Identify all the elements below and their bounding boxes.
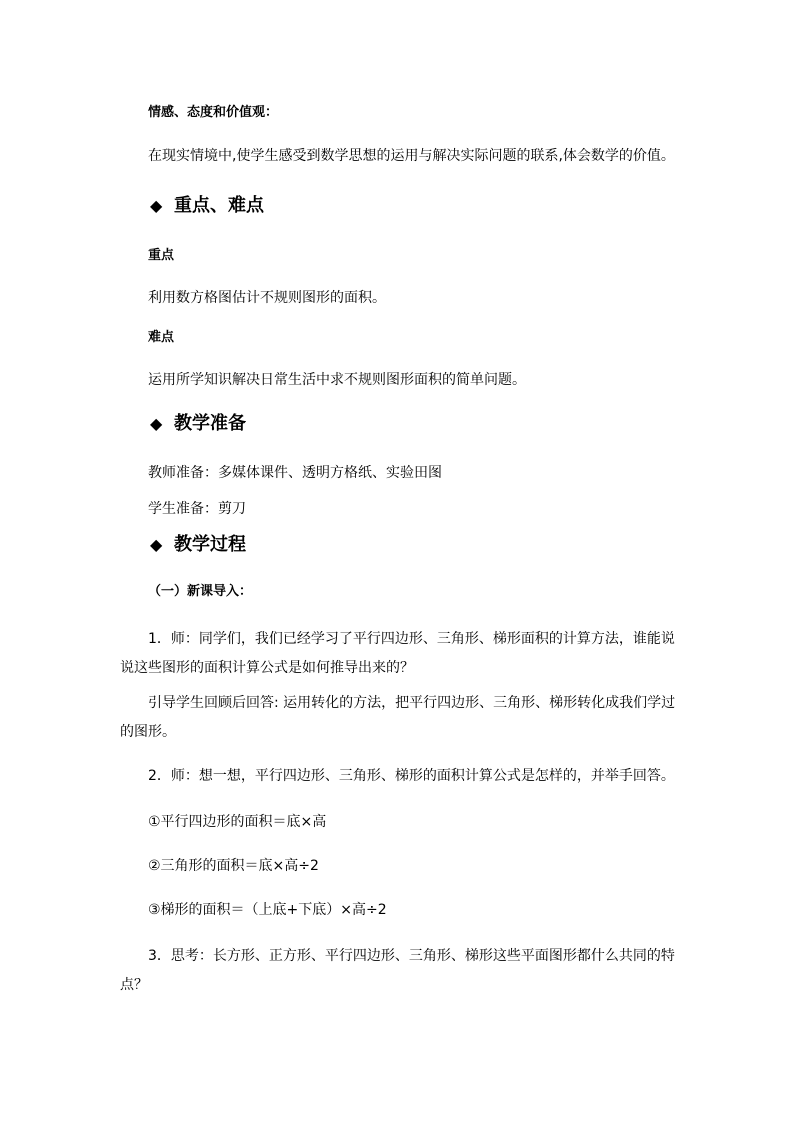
formula-2: ②三角形的面积＝底×高÷2 [148,858,319,874]
heading-text: 教学过程 [174,534,246,555]
p2: 2．师：想一想，平行四边形、三角形、梯形的面积计算公式是怎样的，并举手回答。 [148,768,675,784]
heading-process [150,532,246,558]
p1-line1: 1．师：同学们，我们已经学习了平行四边形、三角形、梯形面积的计算方法，谁能说 [148,631,675,647]
student-prep: 学生准备：剪刀 [148,501,246,517]
difficult-text: 运用所学知识解决日常生活中求不规则图形面积的简单问题。 [148,372,526,388]
diamond-bullet-icon: ◆ [150,414,163,433]
p3-line2: 点？ [120,977,148,993]
intro-label: （一）新课导入： [148,584,253,599]
formula-3: ③梯形的面积＝（上底+下底）×高÷2 [148,902,387,918]
p1b-line2: 的图形。 [120,724,176,740]
heading-text: 重点、难点 [174,195,264,216]
key-label: 重点 [148,248,175,263]
p1-line2: 说这些图形的面积计算公式是如何推导出来的？ [120,660,414,676]
formula-1: ①平行四边形的面积＝底×高 [148,814,327,830]
emotion-label: 情感、态度和价值观： [148,105,279,120]
emotion-text: 在现实情境中,使学生感受到数学思想的运用与解决实际问题的联系,体会数学的价值。 [148,148,675,164]
difficult-label: 难点 [148,330,175,345]
key-text: 利用数方格图估计不规则图形的面积。 [148,290,386,306]
diamond-bullet-icon: ◆ [150,535,163,554]
p1b-line1: 引导学生回顾后回答: 运用转化的方法，把平行四边形、三角形、梯形转化成我们学过 [148,695,676,711]
p3-line1: 3．思考：长方形、正方形、平行四边形、三角形、梯形这些平面图形都什么共同的特 [148,948,675,964]
heading-prep [150,411,246,437]
teacher-prep: 教师准备：多媒体课件、透明方格纸、实验田图 [148,465,442,481]
heading-text: 教学准备 [174,413,246,434]
diamond-bullet-icon: ◆ [150,196,163,215]
heading-key-points [150,193,264,219]
